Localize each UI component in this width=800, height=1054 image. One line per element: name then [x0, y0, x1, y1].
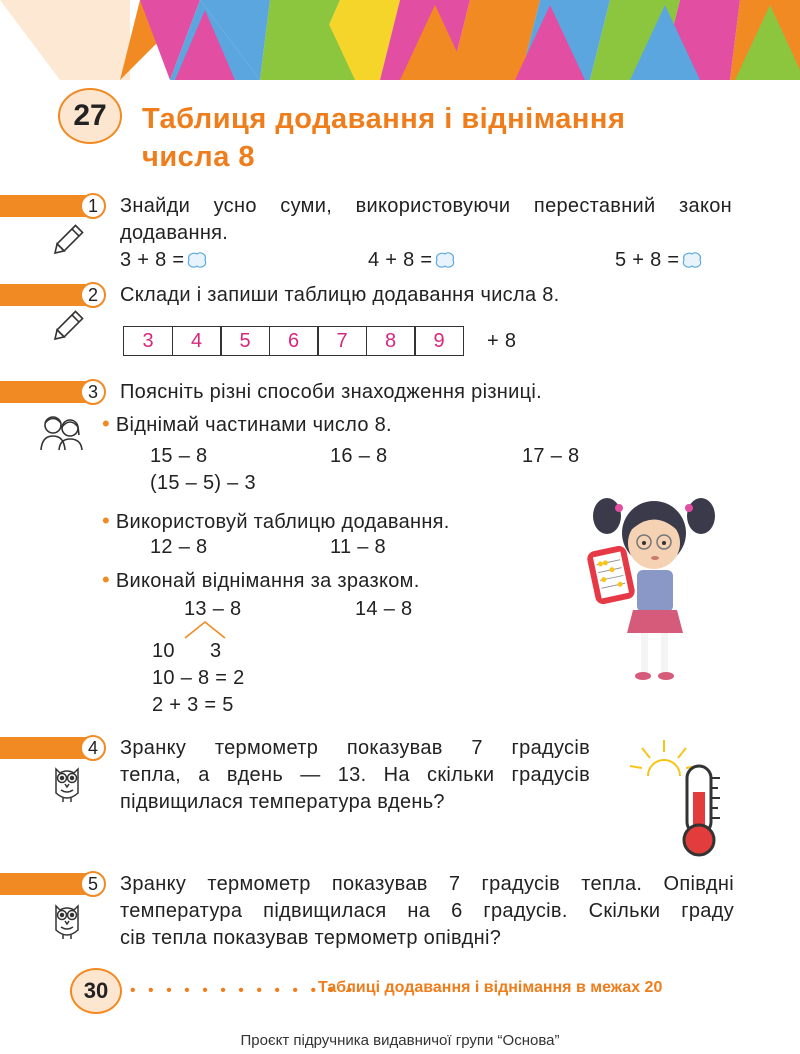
task-4-text	[120, 735, 590, 816]
answer-blob-icon	[681, 251, 703, 269]
task-5-line-1: Зранку термометр показував 7 градусів тепла. Опівдні	[120, 873, 734, 895]
expr: 11 – 8	[330, 536, 386, 558]
task-1-number: 1	[80, 193, 106, 219]
task-2-text: Склади і запиши таблицю додавання числа 8.	[120, 284, 560, 306]
bullet-text: Використовуй таблицю додавання.	[115, 511, 450, 533]
task-3-text: Поясніть різні способи знаходження різниці.	[120, 381, 542, 403]
bullet-dot: •	[102, 411, 111, 436]
task-4-line-3: підвищилася температура вдень?	[120, 791, 445, 813]
task-1-expr-1	[120, 247, 208, 274]
task-5-tab	[0, 873, 88, 895]
example-expr: (15 – 5) – 3	[150, 472, 256, 494]
pencil-icon	[48, 308, 86, 346]
expr-text: 5 + 8 =	[615, 249, 680, 271]
task-1-expr-3	[615, 247, 703, 274]
expr: 17 – 8	[522, 445, 580, 467]
split-right: 3	[210, 640, 222, 662]
bullet-3	[102, 566, 420, 595]
bullet-dot: •	[102, 567, 111, 592]
expr-text: 4 + 8 =	[368, 249, 433, 271]
task-5-number: 5	[80, 871, 106, 897]
bullet-text: Віднімай частинами число 8.	[115, 414, 392, 436]
bullet-dot: •	[102, 508, 111, 533]
lesson-title-line2: числа 8	[142, 141, 256, 173]
footer-dots: • • • • • • • • • • • • •	[130, 982, 357, 999]
lesson-title	[142, 100, 702, 176]
table-cell: 7	[317, 326, 367, 356]
expr: 12 – 8	[150, 536, 208, 558]
top-banner	[0, 0, 800, 80]
task-2-tab	[0, 284, 88, 306]
thermometer-icon	[676, 764, 726, 858]
table-cell: 4	[172, 326, 222, 356]
pencil-icon	[48, 222, 86, 260]
task-5-line-3: сів тепла показував термометр опівдні?	[120, 927, 502, 949]
pair-icon	[38, 412, 86, 452]
bullet-2	[102, 507, 450, 536]
step-2: 2 + 3 = 5	[152, 694, 234, 716]
bullet-text: Виконай віднімання за зразком.	[115, 570, 420, 592]
girl-with-abacus-illustration	[585, 488, 725, 688]
bullet-1	[102, 410, 392, 439]
expr: 14 – 8	[355, 598, 413, 620]
table-cell: 8	[366, 326, 416, 356]
task-4-line-2: тепла, а вдень — 13. На скільки градусів	[120, 764, 590, 786]
expr-text: 3 + 8 =	[120, 249, 185, 271]
section-title: Таблиці додавання і віднімання в межах 20	[318, 979, 663, 996]
lesson-number: 27	[58, 88, 122, 144]
task-4-line-1: Зранку термометр показував 7 градусів	[120, 737, 590, 759]
owl-icon	[52, 763, 82, 803]
table-cell: 5	[220, 326, 270, 356]
project-note: Проєкт підручника видавничої групи “Основа”	[240, 1032, 560, 1049]
page-number: 30	[70, 968, 122, 1014]
expr: 16 – 8	[330, 445, 388, 467]
task-1-expr-2	[368, 247, 456, 274]
task-3-number: 3	[80, 379, 106, 405]
split-lines	[180, 620, 230, 640]
task-2-number: 2	[80, 282, 106, 308]
split-left: 10	[152, 640, 175, 662]
task-1-tab	[0, 195, 88, 217]
table-cell: 9	[414, 326, 464, 356]
lesson-title-line1: Таблиця додавання і віднімання	[142, 103, 626, 135]
table-suffix: + 8	[487, 330, 517, 352]
addition-table-row	[123, 326, 464, 356]
step-1: 10 – 8 = 2	[152, 667, 245, 689]
task-5-line-2: температура підвищилася на 6 градусів. Скільки граду	[120, 900, 734, 922]
answer-blob-icon	[186, 251, 208, 269]
table-cell: 6	[269, 326, 319, 356]
answer-blob-icon	[434, 251, 456, 269]
expr: 13 – 8	[184, 598, 242, 620]
task-1-text: Знайди усно суми, використовуючи переставний закон додавання.	[120, 195, 732, 244]
task-3-tab	[0, 381, 88, 403]
task-4-number: 4	[80, 735, 106, 761]
table-cell: 3	[123, 326, 173, 356]
expr: 15 – 8	[150, 445, 208, 467]
owl-icon	[52, 900, 82, 940]
task-5-text	[120, 871, 734, 952]
task-4-tab	[0, 737, 88, 759]
